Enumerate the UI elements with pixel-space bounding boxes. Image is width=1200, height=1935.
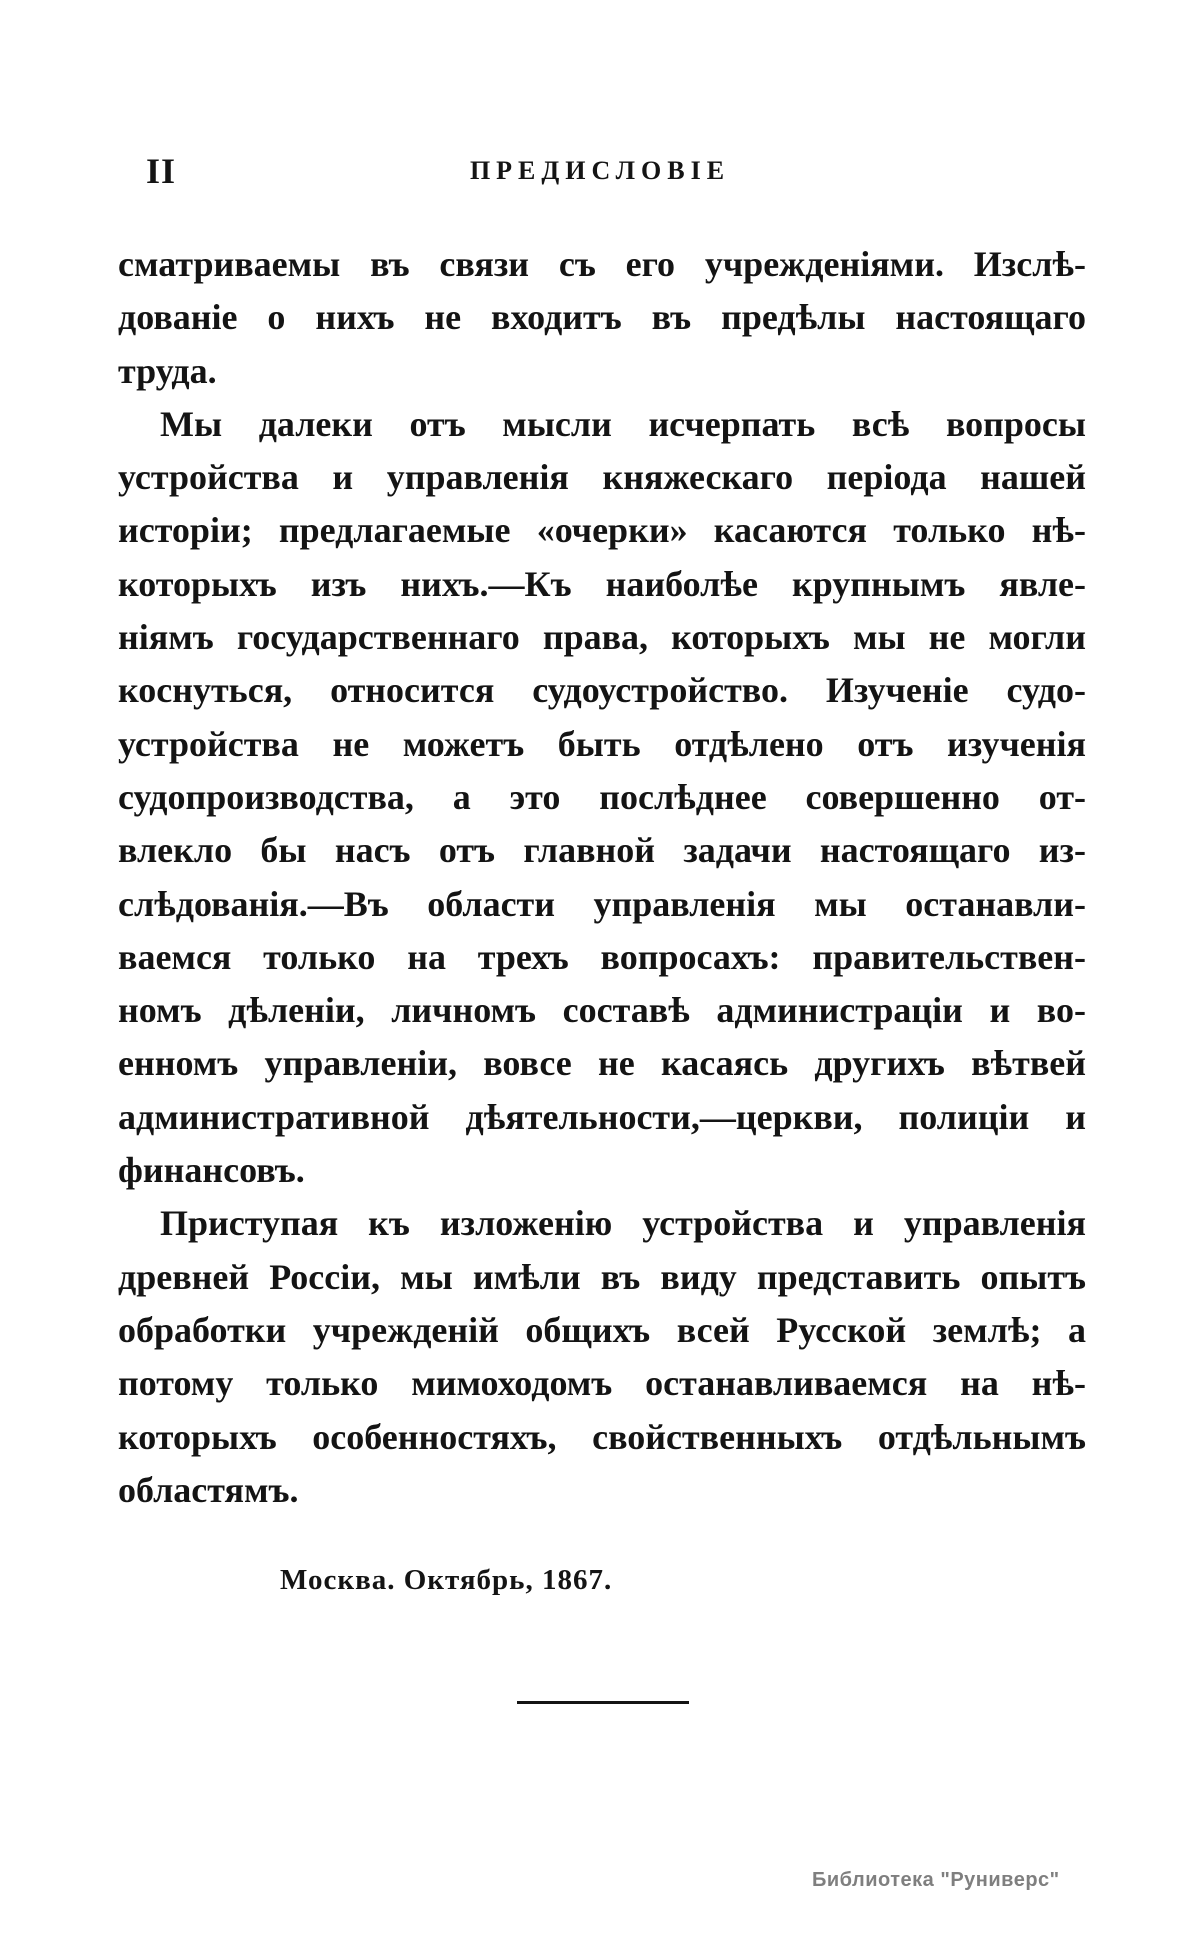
text-line: ніямъ государственнаго права, которыхъ мы не могли [118,617,1086,658]
text-line: исторіи; предлагаемые «очерки» касаются только нѣ- [118,510,1086,551]
page-number: II [146,151,177,191]
text-line: слѣдованія.—Въ области управленія мы останавли- [118,883,1086,924]
text-line: номъ дѣленіи, личномъ составѣ администраціи и во- [118,990,1086,1031]
text-line: потому только мимоходомъ останавливаемся на нѣ- [118,1363,1086,1404]
page-header: ПРЕДИСЛОВІЕ [469,156,731,185]
text-line: финансовъ. [118,1150,305,1191]
text-line: областямъ. [118,1469,299,1510]
text-line: судопроизводства, а это послѣднее совершенно от- [118,776,1086,817]
text-line: ваемся только на трехъ вопросахъ: правительствен- [118,936,1086,977]
text-line: которыхъ особенностяхъ, свойственныхъ отдѣльнымъ [118,1416,1086,1457]
text-line: Приступая къ изложенію устройства и управленія [160,1203,1086,1244]
text-line: устройства и управленія княжескаго періода нашей [118,457,1086,498]
text-line: древней Россіи, мы имѣли въ виду представить опытъ [118,1256,1086,1297]
text-line: дованіе о нихъ не входитъ въ предѣлы настоящаго [118,297,1086,338]
footer-rule [517,1701,689,1704]
text-line: сматриваемы въ связи съ его учрежденіями. Изслѣ- [118,244,1086,284]
text-line: обработки учрежденій общихъ всей Русской землѣ; а [118,1309,1086,1350]
text-line: влекло бы насъ отъ главной задачи настоящаго из- [118,830,1086,871]
text-line: устройства не можетъ быть отдѣлено отъ изученія [118,723,1086,764]
body-text [118,238,1086,1517]
text-line: административной дѣятельности,—церкви, полиціи и [118,1096,1086,1137]
text-line: Мы далеки отъ мысли исчерпать всѣ вопросы [160,403,1086,444]
text-line: енномъ управленіи, вовсе не касаясь другихъ вѣтвей [118,1043,1086,1084]
text-line: которыхъ изъ нихъ.—Къ наиболѣе крупнымъ явле- [118,563,1086,604]
text-line: коснуться, относится судоустройство. Изученіе судо- [118,670,1086,711]
text-line: труда. [118,350,217,391]
watermark: Библиотека "Руниверс" [812,1869,1060,1891]
dateline: Москва. Октябрь, 1867. [280,1564,613,1596]
